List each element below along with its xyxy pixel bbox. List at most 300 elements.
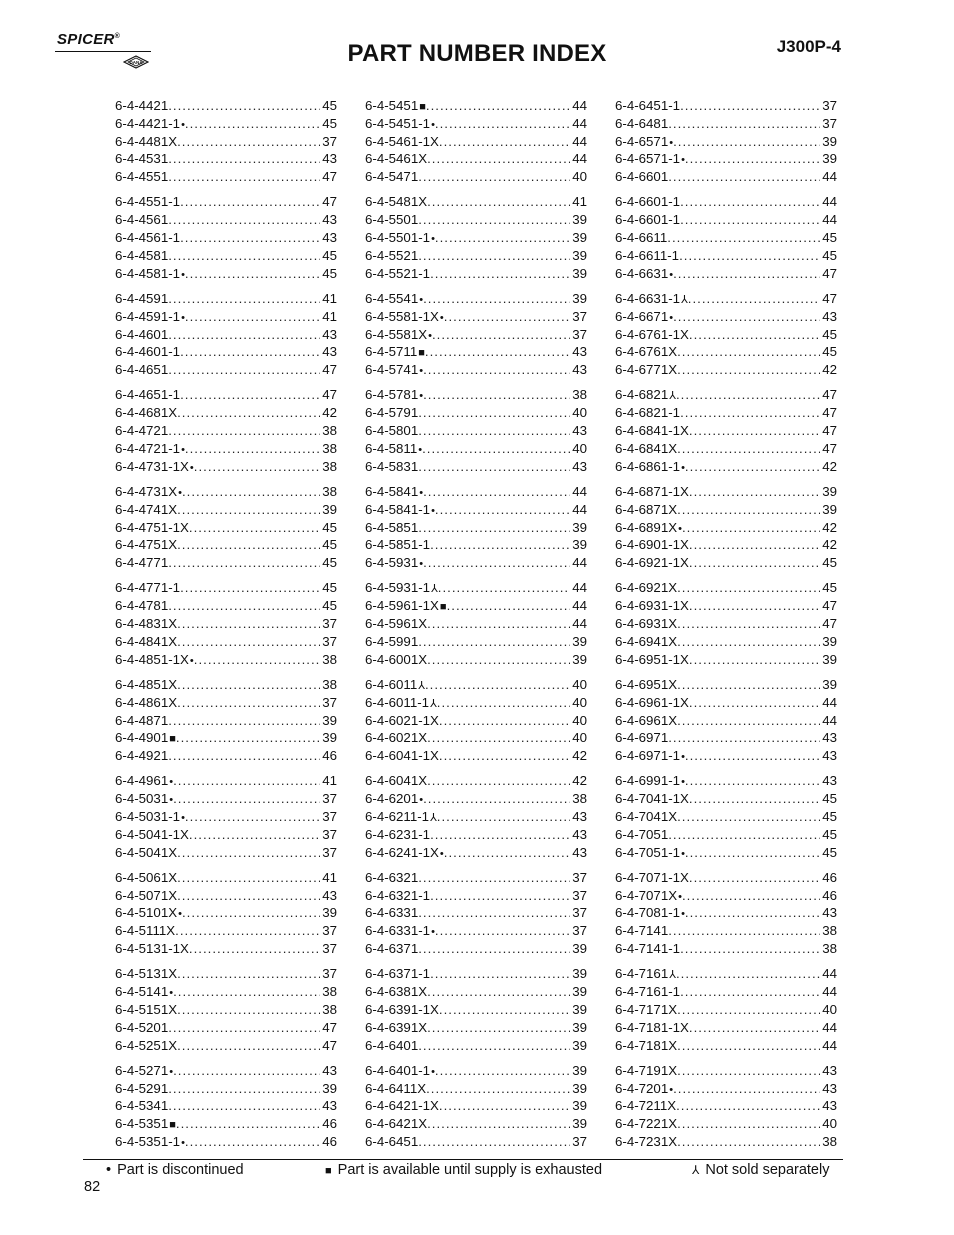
- index-entry: [365, 440, 587, 458]
- page-reference: 44: [822, 169, 837, 185]
- index-entry: [615, 729, 837, 747]
- page-reference: 38: [572, 387, 587, 403]
- part-number: 6-4-7081-1: [615, 905, 681, 921]
- page-reference: 46: [822, 869, 837, 885]
- dot-leader: [430, 887, 570, 905]
- dot-leader: [668, 922, 820, 940]
- page-reference: 47: [822, 598, 837, 614]
- page-reference: 46: [322, 748, 337, 764]
- page-reference: 37: [322, 633, 337, 649]
- dot-leader: [680, 983, 820, 1001]
- dot-leader: [677, 1062, 820, 1080]
- index-entry: [115, 844, 337, 862]
- dot-leader: [177, 965, 320, 983]
- dot-leader: [418, 404, 570, 422]
- part-number: 6-4-7181X: [615, 1037, 678, 1053]
- page-reference: 44: [822, 1037, 837, 1053]
- part-number: 6-4-5451: [365, 98, 419, 113]
- index-group: [115, 290, 337, 379]
- dot-leader: [177, 1001, 320, 1019]
- page-reference: 45: [322, 598, 337, 614]
- part-number: 6-4-5791: [365, 405, 419, 421]
- square-icon: ■: [169, 1119, 176, 1132]
- index-group: [615, 290, 837, 379]
- dot-leader: [676, 965, 820, 983]
- page-reference: 47: [322, 194, 337, 210]
- svg-text:DANA: DANA: [129, 60, 143, 65]
- page-reference: 43: [572, 344, 587, 360]
- bullet-icon: •: [678, 522, 682, 535]
- dot-leader: [423, 290, 570, 308]
- index-entry: [615, 343, 837, 361]
- part-number: 6-4-5961-1X: [365, 598, 439, 614]
- page-reference: 44: [822, 212, 837, 228]
- index-entry: [365, 579, 587, 597]
- dot-leader: [168, 422, 320, 440]
- page-reference: 43: [572, 808, 587, 824]
- dot-leader: [418, 1037, 570, 1055]
- dot-leader: [182, 483, 320, 501]
- dot-leader: [168, 97, 320, 115]
- dot-leader: [177, 133, 320, 151]
- page-reference: 39: [572, 1037, 587, 1053]
- dot-leader: [435, 1062, 570, 1080]
- part-number: 6-4-4851X: [115, 676, 178, 692]
- part-number: 6-4-5071X: [115, 887, 178, 903]
- part-number: 6-4-4731X: [115, 483, 178, 499]
- legend-limited-supply: [325, 1162, 602, 1178]
- legend-not-sold-separately: [692, 1162, 829, 1178]
- page-reference: 42: [322, 405, 337, 421]
- part-number: 6-4-6891X: [615, 519, 678, 535]
- part-number: 6-4-5841: [365, 483, 419, 499]
- bullet-icon: •: [106, 1162, 112, 1178]
- page-reference: 37: [572, 1134, 587, 1150]
- dot-leader: [423, 361, 570, 379]
- bullet-icon: •: [181, 1137, 185, 1150]
- dot-leader: [673, 265, 820, 283]
- part-number: 6-4-7201: [615, 1080, 669, 1096]
- index-entry: [615, 1001, 837, 1019]
- index-entry: [365, 965, 587, 983]
- part-number: 6-4-5991: [365, 633, 419, 649]
- index-entry: [115, 483, 337, 501]
- page-reference: 39: [322, 1080, 337, 1096]
- index-entry: [365, 519, 587, 537]
- part-number: 6-4-6931X: [615, 616, 678, 632]
- dot-leader: [438, 579, 570, 597]
- part-number: 6-4-4681X: [115, 405, 178, 421]
- bullet-icon: •: [169, 794, 174, 807]
- part-number: 6-4-4561-1: [115, 230, 181, 246]
- part-number: 6-4-6601-1: [615, 194, 681, 210]
- page-reference: 43: [822, 1080, 837, 1096]
- page-reference: 37: [322, 808, 337, 824]
- part-number: 6-4-6861-1: [615, 458, 681, 474]
- page-reference: 42: [822, 362, 837, 378]
- part-number: 6-4-7181-1X: [615, 1019, 689, 1035]
- part-number: 6-4-5711: [365, 344, 418, 360]
- index-entry: [365, 150, 587, 168]
- square-icon: ■: [325, 1165, 332, 1177]
- bullet-icon: •: [681, 154, 685, 167]
- page-reference: 43: [822, 773, 837, 789]
- dot-leader: [677, 676, 820, 694]
- index-entry: [365, 97, 587, 115]
- part-number: 6-4-6321-1: [365, 887, 431, 903]
- page-reference: 44: [572, 580, 587, 596]
- dot-leader: [185, 1133, 320, 1151]
- index-entry: [365, 597, 587, 615]
- dot-leader: [680, 193, 820, 211]
- part-number: 6-4-5041X: [115, 844, 178, 860]
- dot-leader: [422, 440, 570, 458]
- page-reference: 39: [572, 1098, 587, 1114]
- part-number: 6-4-6381X: [365, 984, 428, 1000]
- page-reference: 42: [572, 748, 587, 764]
- dot-leader: [176, 729, 320, 747]
- index-entry: [115, 422, 337, 440]
- bullet-icon: •: [419, 390, 424, 403]
- part-number: 6-4-6371-1: [365, 966, 431, 982]
- dot-leader: [680, 940, 820, 958]
- index-entry: [615, 1062, 837, 1080]
- index-entry: [115, 1037, 337, 1055]
- part-number: 6-4-6841X: [615, 440, 678, 456]
- index-entry: [615, 887, 837, 905]
- page-reference: 39: [572, 247, 587, 263]
- page-reference: 39: [572, 212, 587, 228]
- part-number: 6-4-4421: [115, 98, 169, 113]
- index-entry: [115, 579, 337, 597]
- dot-leader: [427, 729, 570, 747]
- page-reference: 42: [822, 537, 837, 553]
- dot-leader: [168, 211, 320, 229]
- index-group: [615, 965, 837, 1054]
- dot-leader: [427, 983, 570, 1001]
- index-entry: [615, 940, 837, 958]
- index-entry: [115, 1019, 337, 1037]
- index-entry: [365, 1133, 587, 1151]
- page-reference: 44: [822, 194, 837, 210]
- page-reference: 45: [822, 826, 837, 842]
- dot-leader: [173, 790, 320, 808]
- part-number: 6-4-6921-1X: [615, 555, 689, 571]
- bullet-icon: •: [669, 311, 674, 324]
- part-number: 6-4-7161-1: [615, 984, 681, 1000]
- index-entry: [115, 1115, 337, 1133]
- page-reference: 46: [322, 1134, 337, 1150]
- part-number: 6-4-5801: [365, 423, 419, 439]
- index-entry: [365, 115, 587, 133]
- dot-leader: [168, 1080, 320, 1098]
- dot-leader: [430, 965, 570, 983]
- dot-leader: [185, 808, 320, 826]
- page-reference: 42: [822, 458, 837, 474]
- page-reference: 45: [822, 326, 837, 342]
- dot-leader: [418, 211, 570, 229]
- index-group: [615, 869, 837, 958]
- dot-leader: [677, 343, 820, 361]
- index-entry: [115, 361, 337, 379]
- page-reference: 45: [822, 580, 837, 596]
- page-reference: 37: [572, 923, 587, 939]
- part-number: 6-4-4831X: [115, 616, 178, 632]
- index-entry: [365, 887, 587, 905]
- part-number: 6-4-5041-1X: [115, 826, 189, 842]
- dot-leader: [180, 579, 320, 597]
- dot-leader: [173, 1062, 320, 1080]
- dot-leader: [173, 772, 320, 790]
- dot-leader: [430, 826, 570, 844]
- dot-leader: [447, 597, 571, 615]
- dot-leader: [180, 229, 320, 247]
- part-number: 6-4-4771-1: [115, 580, 181, 596]
- part-number: 6-4-6871-1X: [615, 483, 689, 499]
- page-reference: 44: [822, 984, 837, 1000]
- page-reference: 39: [322, 730, 337, 746]
- dot-leader: [418, 904, 570, 922]
- index-entry: [615, 712, 837, 730]
- part-number: 6-4-5341: [115, 1098, 169, 1114]
- part-number: 6-4-6401-1: [365, 1062, 431, 1078]
- dot-leader: [168, 168, 320, 186]
- index-entry: [615, 579, 837, 597]
- dot-leader: [667, 229, 820, 247]
- dot-leader: [168, 326, 320, 344]
- index-entry: [615, 536, 837, 554]
- index-entry: [615, 747, 837, 765]
- bullet-icon: •: [431, 926, 435, 939]
- page-reference: 43: [822, 308, 837, 324]
- page-reference: 39: [822, 633, 837, 649]
- page-reference: 44: [572, 483, 587, 499]
- part-number: 6-4-5931: [365, 555, 419, 571]
- index-entry: [115, 712, 337, 730]
- index-entry: [115, 554, 337, 572]
- index-group: [115, 386, 337, 475]
- page-reference: 40: [572, 730, 587, 746]
- page-reference: 39: [572, 984, 587, 1000]
- index-entry: [615, 965, 837, 983]
- part-number: 6-4-5581-1X: [365, 308, 439, 324]
- index-entry: [115, 326, 337, 344]
- caret-icon: ⅄: [430, 811, 437, 824]
- brand-name: SPICER®: [57, 31, 121, 48]
- page-reference: 47: [322, 169, 337, 185]
- page-reference: 43: [572, 826, 587, 842]
- dot-leader: [194, 458, 320, 476]
- dot-leader: [177, 869, 320, 887]
- page-reference: 44: [572, 616, 587, 632]
- dot-leader: [668, 826, 820, 844]
- part-number: 6-4-4851-1X: [115, 651, 189, 667]
- dot-leader: [177, 887, 320, 905]
- dot-leader: [689, 694, 820, 712]
- dot-leader: [418, 519, 570, 537]
- bullet-icon: •: [431, 233, 435, 246]
- page-reference: 39: [822, 501, 837, 517]
- dot-leader: [685, 458, 820, 476]
- part-number: 6-4-5851: [365, 519, 419, 535]
- index-entry: [365, 747, 587, 765]
- part-number: 6-4-6991-1: [615, 773, 681, 789]
- dot-leader: [425, 676, 570, 694]
- part-number: 6-4-5851-1: [365, 537, 431, 553]
- dot-leader: [435, 229, 570, 247]
- bullet-icon: •: [178, 908, 182, 921]
- part-number: 6-4-6761X: [615, 344, 678, 360]
- part-number: 6-4-6451: [365, 1134, 419, 1150]
- index-entry: [115, 790, 337, 808]
- page-reference: 39: [572, 1116, 587, 1132]
- dot-leader: [689, 326, 820, 344]
- part-number: 6-4-6231-1: [365, 826, 431, 842]
- index-group: [615, 483, 837, 572]
- page-reference: 38: [322, 651, 337, 667]
- index-group: [615, 676, 837, 765]
- part-number: 6-4-6871X: [615, 501, 678, 517]
- dot-leader: [423, 554, 570, 572]
- dot-leader: [418, 422, 570, 440]
- part-number: 6-4-6951-1X: [615, 651, 689, 667]
- dot-leader: [177, 633, 320, 651]
- dot-leader: [418, 168, 570, 186]
- index-entry: [115, 676, 337, 694]
- index-entry: [115, 115, 337, 133]
- page-number: 82: [84, 1179, 101, 1195]
- index-group: [115, 772, 337, 861]
- index-entry: [615, 1019, 837, 1037]
- page-reference: 37: [572, 887, 587, 903]
- page-reference: 41: [572, 194, 587, 210]
- index-group: [365, 483, 587, 572]
- dot-leader: [673, 1080, 820, 1098]
- bullet-icon: •: [681, 908, 685, 921]
- bullet-icon: •: [419, 293, 424, 306]
- index-entry: [365, 790, 587, 808]
- index-entry: [615, 483, 837, 501]
- bullet-icon: •: [419, 794, 424, 807]
- page-reference: 45: [822, 808, 837, 824]
- part-number: 6-4-6631: [615, 265, 669, 281]
- page-reference: 37: [822, 98, 837, 113]
- page-reference: 37: [322, 923, 337, 939]
- page-reference: 43: [822, 730, 837, 746]
- index-entry: [615, 229, 837, 247]
- index-entry: [365, 772, 587, 790]
- legend-discontinued: [106, 1162, 244, 1178]
- page-reference: 38: [822, 923, 837, 939]
- page-reference: 42: [572, 773, 587, 789]
- index-entry: [615, 922, 837, 940]
- bullet-icon: •: [681, 461, 685, 474]
- index-entry: [365, 343, 587, 361]
- part-number: 6-4-5781: [365, 387, 419, 403]
- index-group: [115, 965, 337, 1054]
- index-group: [115, 579, 337, 668]
- part-number: 6-4-6841-1X: [615, 423, 689, 439]
- part-number: 6-4-4781: [115, 598, 169, 614]
- index-entry: [615, 265, 837, 283]
- index-entry: [115, 247, 337, 265]
- part-number: 6-4-4651: [115, 362, 169, 378]
- index-entry: [615, 790, 837, 808]
- page-reference: 40: [572, 712, 587, 728]
- page-reference: 47: [322, 1019, 337, 1035]
- page-reference: 42: [822, 519, 837, 535]
- index-entry: [365, 422, 587, 440]
- page-reference: 37: [572, 869, 587, 885]
- part-number: 6-4-7071-1X: [615, 869, 689, 885]
- dot-leader: [673, 308, 820, 326]
- part-number: 6-4-5291: [115, 1080, 169, 1096]
- index-entry: [615, 501, 837, 519]
- index-group: [365, 290, 587, 379]
- part-number: 6-4-6771X: [615, 362, 678, 378]
- dot-leader: [427, 651, 570, 669]
- page-reference: 37: [322, 941, 337, 957]
- index-entry: [115, 615, 337, 633]
- page-reference: 37: [322, 616, 337, 632]
- index-entry: [365, 694, 587, 712]
- index-entry: [615, 869, 837, 887]
- index-entry: [365, 729, 587, 747]
- bullet-icon: •: [669, 268, 674, 281]
- index-group: [365, 869, 587, 958]
- dot-leader: [168, 597, 320, 615]
- dot-leader: [677, 1133, 820, 1151]
- index-entry: [365, 826, 587, 844]
- index-entry: [365, 361, 587, 379]
- index-column-2: [365, 97, 587, 1158]
- part-number: 6-4-5541: [365, 290, 419, 306]
- page-title: PART NUMBER INDEX: [347, 40, 607, 67]
- square-icon: ■: [439, 601, 447, 614]
- part-number: 6-4-7051-1: [615, 844, 681, 860]
- part-number: 6-4-7141-1: [615, 941, 681, 957]
- page-reference: 37: [322, 133, 337, 149]
- index-entry: [365, 983, 587, 1001]
- page-reference: 39: [822, 676, 837, 692]
- part-number: 6-4-6611: [615, 230, 668, 246]
- index-entry: [115, 133, 337, 151]
- index-entry: [615, 651, 837, 669]
- dot-leader: [423, 483, 570, 501]
- dot-leader: [185, 115, 320, 133]
- part-number: 6-4-5141: [115, 984, 169, 1000]
- index-entry: [115, 519, 337, 537]
- part-number: 6-4-6901-1X: [615, 537, 689, 553]
- dot-leader: [432, 326, 570, 344]
- index-entry: [365, 247, 587, 265]
- part-number: 6-4-4751X: [115, 537, 178, 553]
- dot-leader: [176, 1115, 320, 1133]
- page-reference: 46: [822, 887, 837, 903]
- caret-icon: ⅄: [692, 1163, 700, 1177]
- dot-leader: [677, 579, 820, 597]
- dot-leader: [189, 826, 320, 844]
- page-reference: 44: [572, 133, 587, 149]
- index-entry: [115, 1133, 337, 1151]
- part-number: 6-4-6241-1X: [365, 844, 439, 860]
- page-reference: 45: [322, 580, 337, 596]
- page-reference: 47: [822, 387, 837, 403]
- page-reference: 43: [572, 458, 587, 474]
- page-reference: 45: [322, 115, 337, 131]
- dot-leader: [427, 615, 570, 633]
- index-entry: [115, 965, 337, 983]
